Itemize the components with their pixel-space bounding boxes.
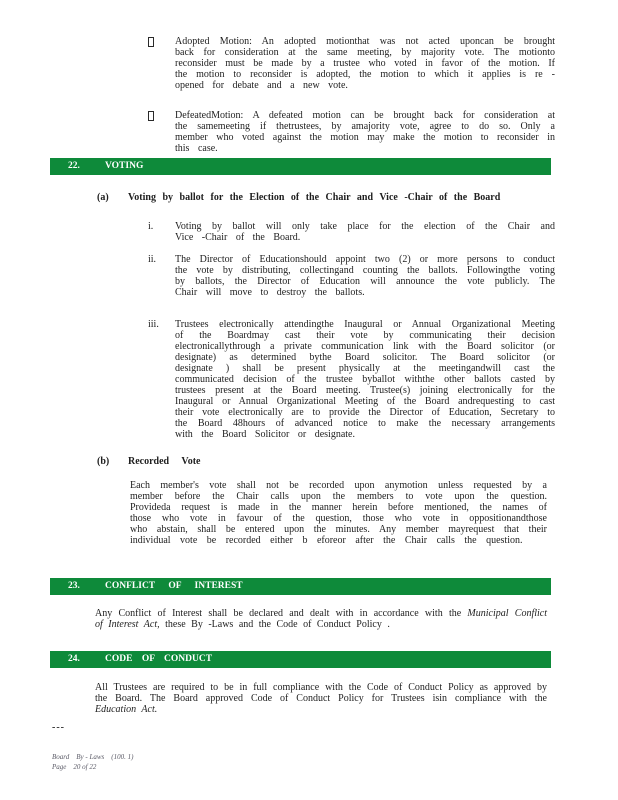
list-item-text: Voting by ballot will only take place for the election of the Chair and Vice -Chair of the Board. bbox=[175, 221, 555, 243]
subsection-title: Recorded Vote bbox=[128, 456, 201, 467]
bullet-item-defeated-motion bbox=[148, 110, 555, 154]
subsection-label: (a) bbox=[97, 192, 109, 203]
list-item-i bbox=[148, 221, 555, 243]
subsection-title: Voting by ballot for the Election of the Chair and Vice -Chair of the Board bbox=[128, 192, 501, 203]
list-item-text: Trustees electronically attendingthe Inaugural or Annual Organizational Meeting of the Boardmay cast their vote by communicating their decision electronicallythrough a private communication link with the Board solicitor (or designate) as determined bythe Board solicitor. The Board solicitor (or designate ) shall be present physically at the meetingandwill cast the communicated decision of the trustee byballot withthe other ballots casted by trustees present at the Board meeting. Trustee(s) joining electronically for the Inaugural or Annual Organizational Meeting of the Board andrequesting to cast their vote electronically are to provide the Director of Education, Secretary to the Board 48hours of advanced notice to make the necessary arrangements with the Board Solicitor or designate. bbox=[175, 319, 555, 440]
section-title: CODE OF CONDUCT bbox=[105, 654, 213, 664]
subsection-label: (b) bbox=[97, 456, 110, 467]
paragraph-text: Any Conflict of Interest shall be declared and dealt with in accordance with the bbox=[95, 608, 468, 619]
statute-name-italic: Education Act. bbox=[95, 704, 158, 715]
footer-separator: --- bbox=[52, 722, 65, 733]
section-number: 22. bbox=[68, 161, 80, 171]
bullet-icon bbox=[148, 110, 154, 124]
bullet-text: Adopted Motion: An adopted motionthat was not acted uponcan be brought back for consideration at the same meeting, by majority vote. The motionto reconsider must be made by a trustee who voted in favor of the motion. If the motion to reconsider is adopted, the motion to which it applies is re -opened for debate and a new vote. bbox=[175, 36, 555, 91]
list-item-iii bbox=[148, 319, 555, 440]
list-marker: i. bbox=[148, 221, 154, 232]
list-marker: iii. bbox=[148, 319, 159, 330]
bullet-icon bbox=[148, 36, 154, 50]
section-header-code-of-conduct bbox=[50, 651, 551, 668]
section-number: 23. bbox=[68, 581, 80, 591]
bullet-box-icon bbox=[148, 37, 154, 47]
footer-document-title: Board By - Laws (100. 1) bbox=[52, 753, 134, 761]
section-header-voting bbox=[50, 158, 551, 175]
paragraph-text: All Trustees are required to be in full compliance with the Code of Conduct Policy as approved by the Board. The Board approved Code of Conduct Policy for Trustees isin compliance with the bbox=[95, 682, 547, 704]
subsection-a-heading bbox=[97, 192, 557, 203]
conflict-of-interest-paragraph bbox=[95, 608, 547, 630]
recorded-vote-paragraph: Each member's vote shall not be recorded upon anymotion unless requested by a member before the Chair calls upon the members to vote upon the question. Provideda request is made in the manner herein before mentioned, the names of those who vote in favour of the question, those who vote in oppositionandthose who abstain, shall be entered upon the minutes. Any member mayrequest that their individual vote be recorded either b eforeor after the Chair calls the question. bbox=[130, 480, 547, 546]
bullet-item-adopted-motion bbox=[148, 36, 555, 91]
subsection-b-heading bbox=[97, 456, 557, 467]
footer-page-number: Page 20 of 22 bbox=[52, 763, 97, 771]
statute-name-italic: Municipal Conflict of Interest Act, bbox=[95, 608, 547, 630]
bullet-box-icon bbox=[148, 111, 154, 121]
section-number: 24. bbox=[68, 654, 80, 664]
page-footer bbox=[52, 752, 133, 772]
list-item-ii bbox=[148, 254, 555, 298]
list-item-text: The Director of Educationshould appoint two (2) or more persons to conduct the vote by distributing, collectingand counting the ballots. Followingthe voting by ballots, the Director of Education will announce the vote publicly. The Chair will move to destroy the ballots. bbox=[175, 254, 555, 298]
bullet-text: DefeatedMotion: A defeated motion can be brought back for consideration at the samemeeting if thetrustees, by amajority vote, agree to do so. Only a member who voted against the motion may make the motion to reconsider in this case. bbox=[175, 110, 555, 154]
list-marker: ii. bbox=[148, 254, 157, 265]
section-header-conflict-of-interest bbox=[50, 578, 551, 595]
paragraph-text: these By -Laws and the Code of Conduct Policy . bbox=[159, 619, 390, 630]
section-title: VOTING bbox=[105, 161, 144, 171]
section-title: CONFLICT OF INTEREST bbox=[105, 581, 243, 591]
code-of-conduct-paragraph bbox=[95, 682, 547, 715]
